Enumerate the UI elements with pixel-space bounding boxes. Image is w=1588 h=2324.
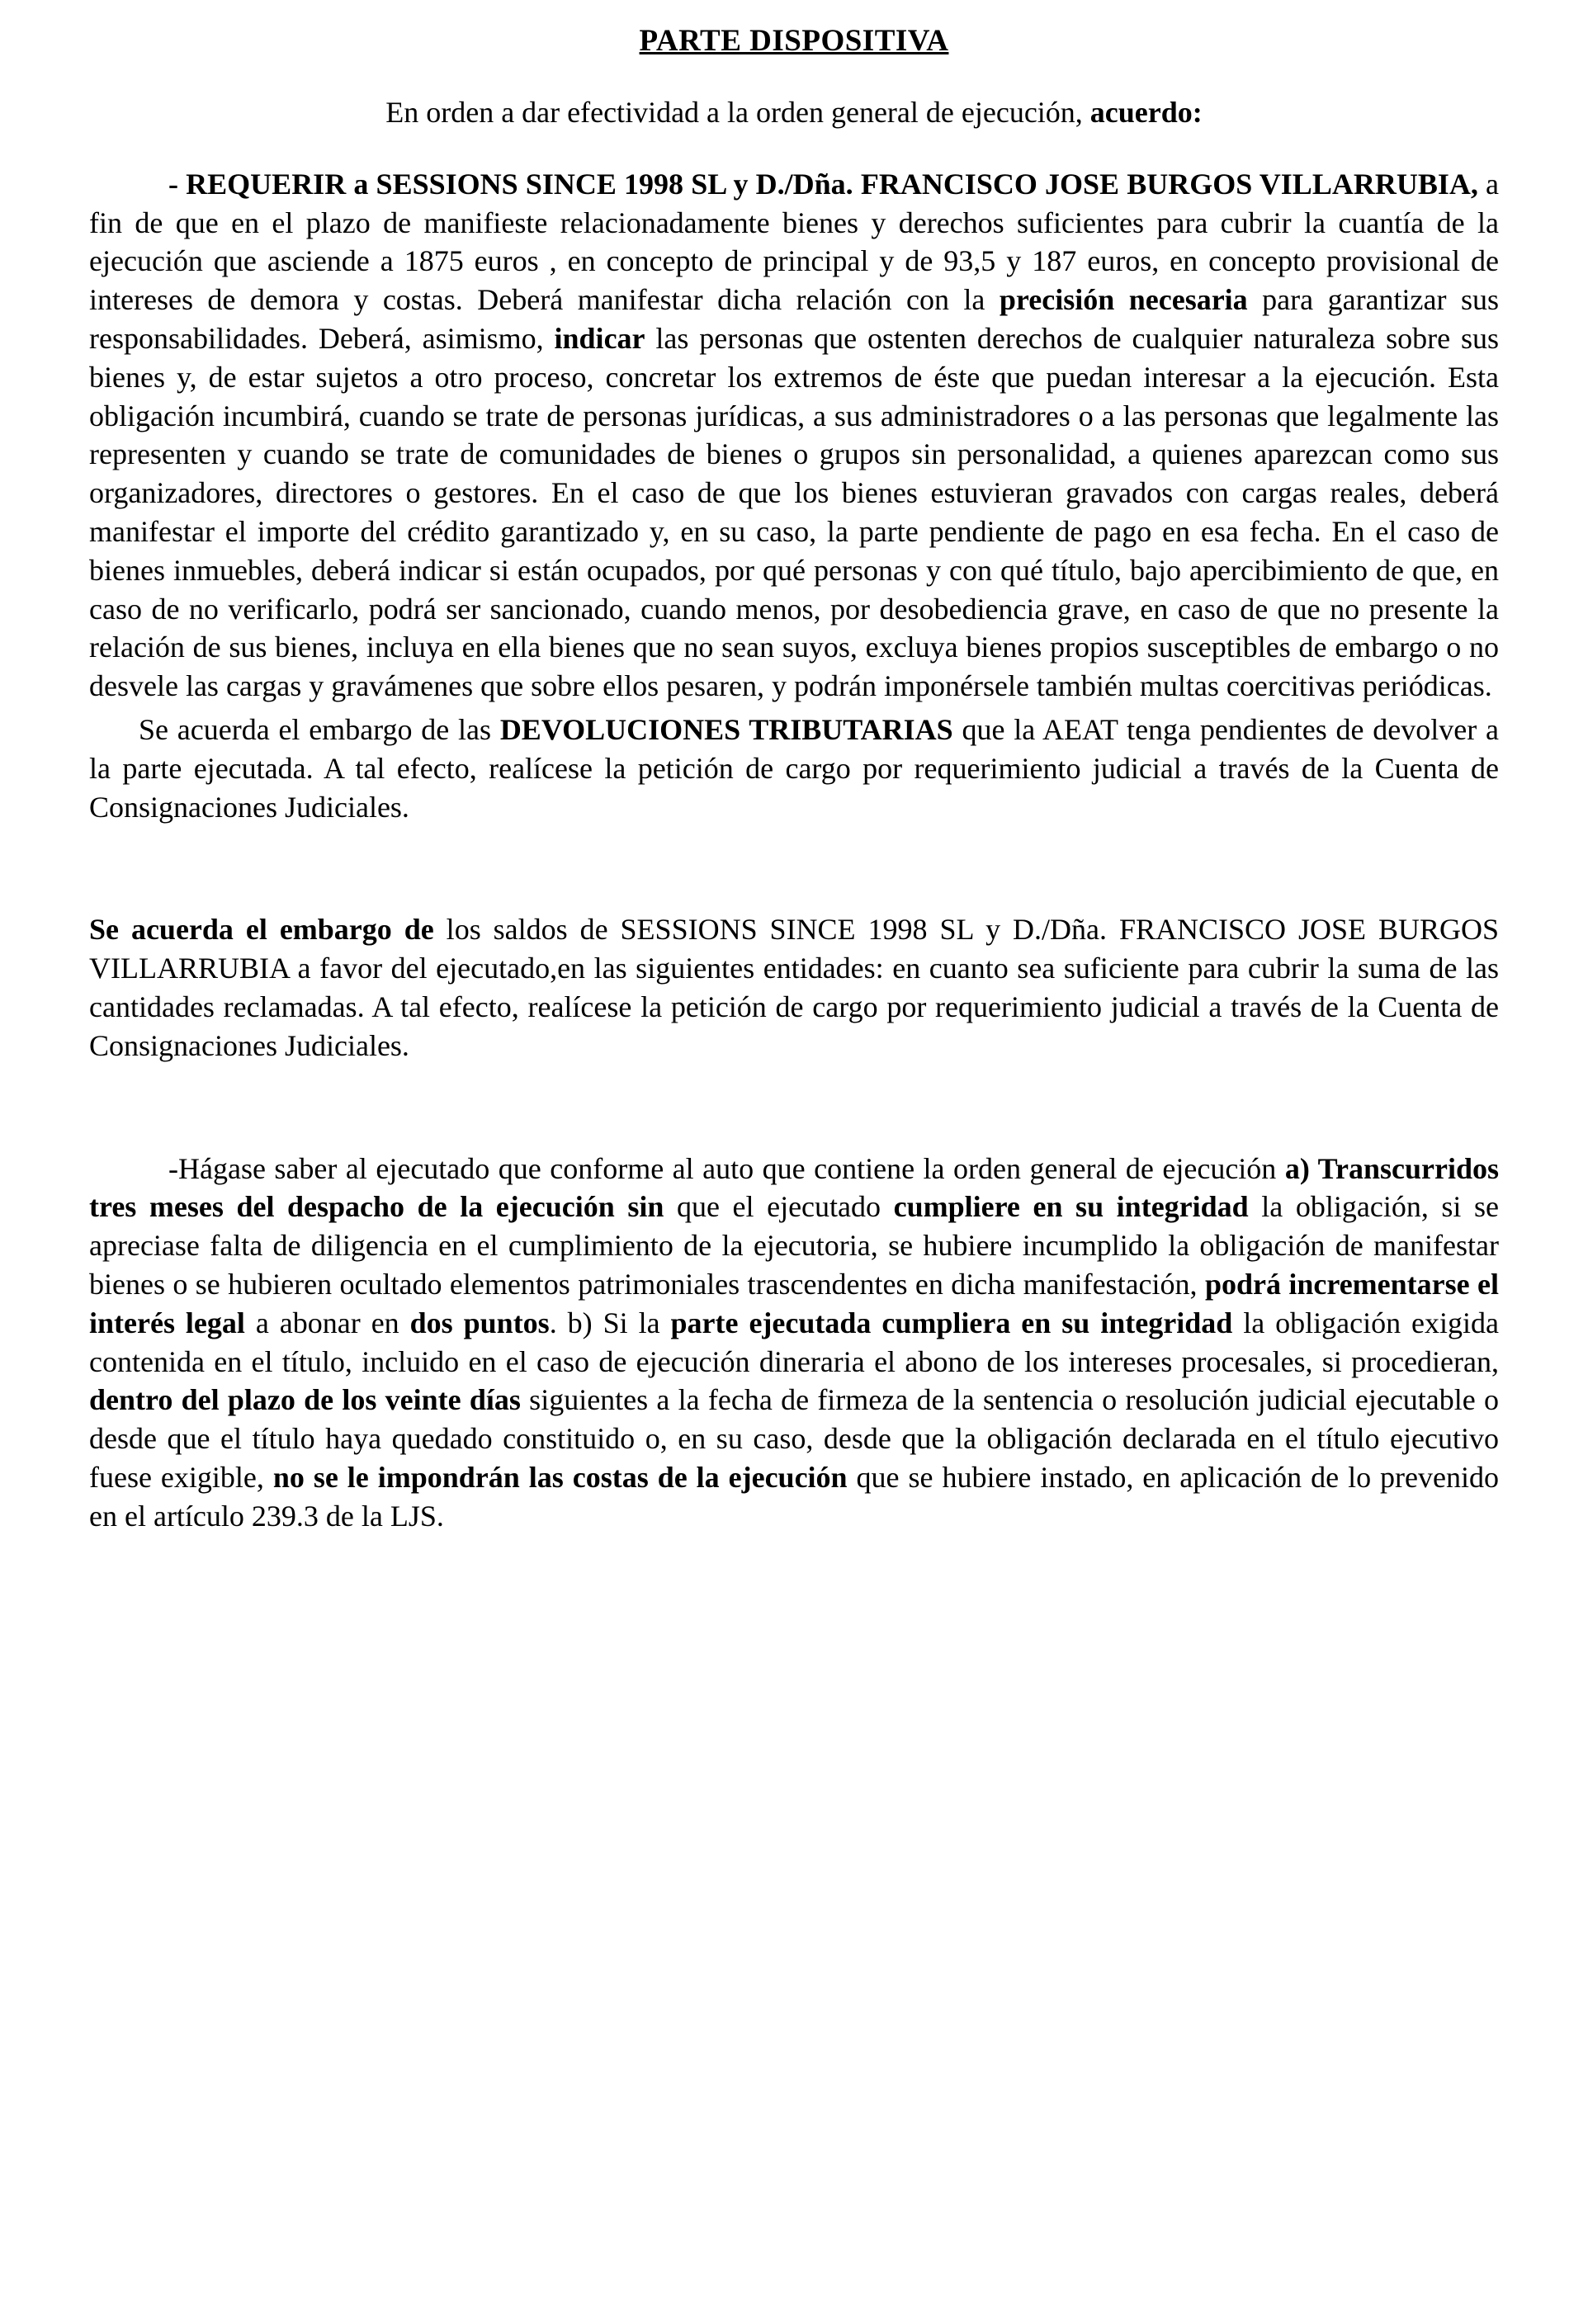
text-run: para garantizar sus responsabilidades. Deberá, asimismo,	[89, 283, 1500, 355]
spacer-1	[89, 831, 1499, 910]
text-run: -Hágase saber al ejecutado que conforme al auto que contiene la orden general de ejecución	[168, 1151, 1285, 1185]
paragraph-hagase-saber	[89, 1150, 1499, 1536]
paragraph-requerir	[89, 165, 1499, 706]
text-run-bold: DEVOLUCIONES TRIBUTARIAS	[499, 712, 953, 746]
intro-text: En orden a dar efectividad a la orden general de ejecución,	[385, 96, 1090, 129]
text-run-bold: a) Transcurridos tres meses del despacho de la ejecución sin	[89, 1151, 1499, 1224]
text-run-bold: cumpliere en su integridad	[893, 1190, 1249, 1224]
text-run: a abonar en	[244, 1306, 410, 1339]
paragraph-embargo-saldos	[89, 910, 1499, 1065]
paragraph-devoluciones	[89, 711, 1499, 826]
text-run: las personas que ostenten derechos de cualquier naturaleza sobre sus bienes y, de estar sujetos a otro proceso, concretar los extremos de éste que puedan interesar a la ejecución. Esta obligación incumbirá, cuando se trate de personas jurídicas, a sus administradores o a las personas que legalmente las representen y cuando se trate de comunidades de bienes o grupos sin personalidad, a quienes aparezcan como sus organizadores, directores o gestores. En el caso de que los bienes estuvieran gravados con cargas reales, deberá manifestar el importe del crédito garantizado y, en su caso, la parte pendiente de pago en esa fecha. En el caso de bienes inmuebles, deberá indicar si están ocupados, por qué personas y con qué título, bajo apercibimiento de que, en caso de no verificarlo, podrá ser sancionado, cuando menos, por desobediencia grave, en caso de que no presente la relación de sus bienes, incluya en ella bienes que no sean suyos, excluya bienes propios susceptibles de embargo o no desvele las cargas y gravámenes que sobre ellos pesaren, y podrán imponérsele también multas coercitivas periódicas.	[89, 321, 1499, 703]
text-run: siguientes a la fecha de firmeza de la sentencia o resolución judicial ejecutable o desde que el título haya quedado constituido o, en su caso, desde que la obligación declarada en el título ejecutivo fuese exigible,	[89, 1383, 1500, 1494]
text-run-bold: no se le impondrán las costas de la ejecución	[272, 1460, 848, 1494]
text-run-bold: parte ejecutada cumpliera en su integridad	[670, 1306, 1233, 1339]
text-run: la obligación, si se apreciase falta de diligencia en el cumplimiento de la ejecutoria, se hubiere incumplido la obligación de manifestar bienes o se hubieren ocultado elementos patrimoniales trascendentes en dicha manifestación,	[89, 1190, 1499, 1301]
text-run-bold: dos puntos	[409, 1306, 550, 1339]
intro-bold: acuerdo:	[1089, 96, 1203, 129]
text-run: que el ejecutado	[664, 1190, 894, 1224]
text-run: que la AEAT tenga pendientes de devolver a la parte ejecutada. A tal efecto, realícese la petición de cargo por requerimiento judicial a través de la Cuenta de Consignaciones Judiciales.	[89, 712, 1499, 824]
text-run: . b) Si la	[549, 1306, 671, 1339]
text-run: Se acuerda el embargo de las	[139, 712, 500, 746]
spacer-2	[89, 1070, 1499, 1150]
text-run: a fin de que en el plazo de manifieste relacionadamente bienes y derechos suficientes para cubrir la cuantía de la ejecución que asciende a 1875 euros , en concepto de principal y de 93,5 y 187 euros, en concepto provisional de intereses de demora y costas. Deberá manifestar dicha relación con la	[89, 167, 1500, 317]
intro-paragraph	[89, 93, 1499, 132]
text-run-bold: dentro del plazo de los veinte días	[89, 1383, 521, 1417]
text-run-bold: podrá incrementarse el interés legal	[89, 1267, 1499, 1339]
text-run: los saldos de SESSIONS SINCE 1998 SL y D./Dña. FRANCISCO JOSE BURGOS VILLARRUBIA a favor del ejecutado,en las siguientes entidades: en cuanto sea suficiente para cubrir la suma de las cantidades reclamadas. A tal efecto, realícese la petición de cargo por requerimiento judicial a través de la Cuenta de Consignaciones Judiciales.	[89, 913, 1499, 1062]
text-run-bold: indicar	[554, 321, 645, 355]
text-run-bold: precisión necesaria	[999, 283, 1248, 317]
text-run: que se hubiere instado, en aplicación de lo prevenido en el artículo 239.3 de la LJS.	[89, 1460, 1499, 1533]
text-run-bold: - REQUERIR a SESSIONS SINCE 1998 SL y D./Dña. FRANCISCO JOSE BURGOS VILLARRUBIA,	[168, 167, 1478, 201]
text-run-bold: Se acuerda el embargo de	[89, 913, 434, 947]
text-run: la obligación exigida contenida en el título, incluido en el caso de ejecución dineraria el abono de los intereses procesales, si procedieran,	[89, 1306, 1500, 1378]
page-title: PARTE DISPOSITIVA	[639, 24, 949, 58]
